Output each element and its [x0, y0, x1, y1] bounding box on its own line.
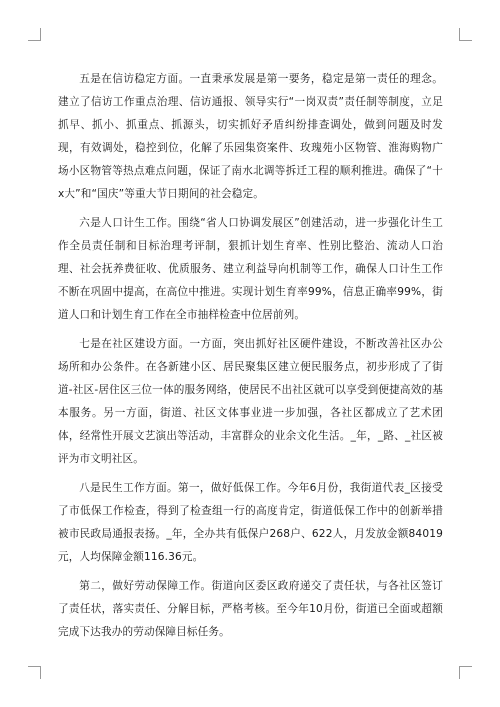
paragraph-population-planning: 六是人口计生工作。围绕“省人口协调发展区”创建活动，进一步强化计生工作全员责任制和目标治理考评制，狠抓计划生育率、性别比整治、流动人口治理、社会抚养费征收、优质服务、建立利益导向机制等工作，确保人口计生工作不断在巩固中提高，在高位中推进。实现计划生育率99%，信息正确率99%，街道人口和计划生育工作在全市抽样检查中位居前列。 — [58, 217, 443, 321]
paragraph-community-building: 七是在社区建设方面。一方面，突出抓好社区硬件建设，不断改善社区办公场所和办公条件。在各新建小区、居民聚集区建立便民服务点，初步形成了了街道-社区-居住区三位一体的服务网络，使居民不出社区就可以享受到便捷高效的基本服务。另一方面，街道、社区文体事业进一步加强，各社区都成立了艺术团体，经常性开展文艺演出等活动，丰富群众的业余文化生活。_年，_路、_社区被评为市文明社区。 — [58, 338, 443, 465]
paragraph-petition-stability: 五是在信访稳定方面。一直秉承发展是第一要务，稳定是第一责任的理念。建立了信访工作重点治理、信访通报、领导实行“一岗双责”责任制等制度，立足抓早、抓小、抓重点、抓源头，切实抓好矛盾纠纷排查调处，做到问题及时发现，有效调处，稳控到位，化解了乐园集资案件、玫瑰苑小区物管、淮海购物广场小区物管等热点难点问题，保证了南水北调等拆迁工程的顺利推进。确保了“十x大”和“国庆”等重大节日期间的社会稳定。 — [58, 73, 443, 200]
page-corner-mark-bottom-left — [28, 666, 41, 679]
page-corner-mark-bottom-right — [459, 666, 472, 679]
document-body — [58, 68, 443, 650]
page-corner-mark-top-right — [459, 28, 472, 41]
paragraph-labor-security: 第二，做好劳动保障工作。街道向区委区政府递交了责任状，与各社区签订了责任状，落实责任、分解目标，严格考核。至今年10月份，街道已全面或超额完成下达我办的劳动保障目标任务。 — [58, 580, 443, 638]
page-corner-mark-top-left — [28, 28, 41, 41]
paragraph-livelihood-work: 八是民生工作方面。第一，做好低保工作。今年6月份，我街道代表_区接受了市低保工作检查，得到了检查组一行的高度肯定，街道低保工作中的创新举措被市民政局通报表扬。_年，全办共有低保户268户、622人，月发放金额84019元，人均保障金额116.36元。 — [58, 482, 443, 563]
